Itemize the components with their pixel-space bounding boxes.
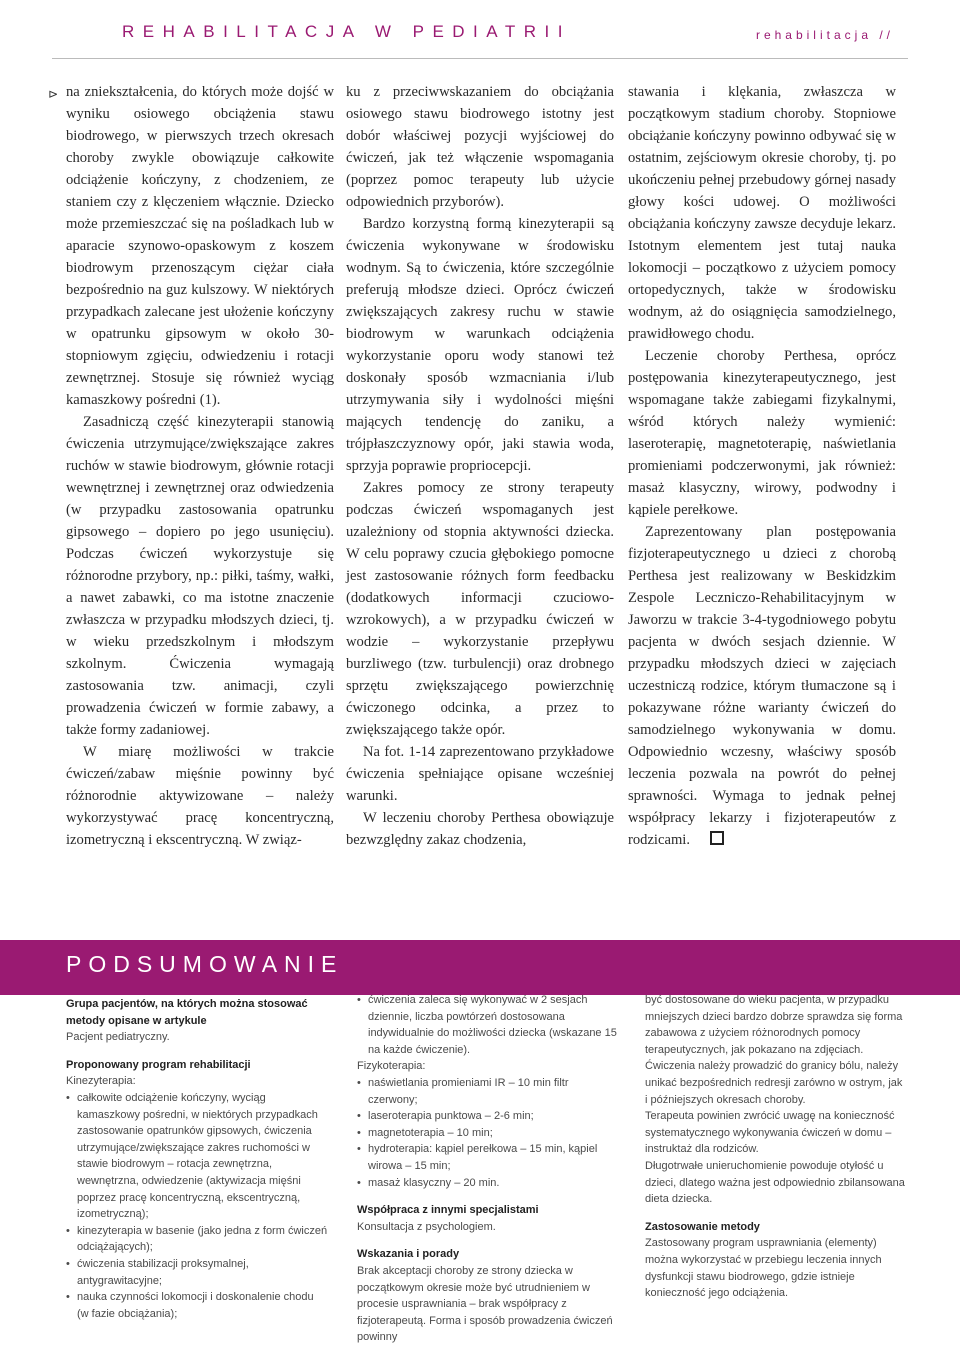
summary-heading: Grupa pacjentów, na których można stosować metody opisane w artykule: [66, 998, 308, 1027]
article-column-2: [346, 81, 614, 901]
paragraph: Bardzo korzystną formą kinezyterapii są ćwiczenia wykonywane w środowisku wodnym. Są to ćwiczenia, które szczególnie preferują młodsze dzieci. Oprócz ćwiczeń zwiększających zakresy ruchu w stawie biodrowym w warunkach odciążenia wykorzystanie oporu wody stanowi też doskonały sposób wzmacniania i/lub utrzymywania siły i wydolności mięśni mających tendencję do zaniku, a trójpłaszczyznowy opór, jaki stawia woda, sprzyja poprawie propriocepcji.: [346, 216, 614, 474]
section-header-right: rehabilitacja //: [755, 28, 894, 42]
paragraph: W miarę możliwości w trakcie ćwiczeń/zabaw mięśnie powinny być różnorodnie aktywizowane – należy wykorzystywać pracę koncentryczną, izometryczną i ekscentryczną. W związ-: [66, 744, 334, 848]
summary-list: [66, 1090, 328, 1322]
list-item: • całkowite odciążenie kończyny, wyciąg kamaszkowy pośredni, w niektórych przypadkach zastosowanie opatrunków gipsowych, ćwiczenia utrzymujące/zwiększające zakres ruchomości w stawie biodrowym – rotacja zewnętrzna, wewnętrzna, odwiedzenie (aktywizacja mięśni poprzez pracę koncentryczną, ekscentryczną, izometryczną);: [66, 1090, 328, 1223]
summary-text: Kinezyterapia:: [66, 1075, 136, 1088]
list-item: • ćwiczenia stabilizacji proksymalnej, antygrawitacyjne;: [66, 1256, 328, 1289]
summary-heading: Proponowany program rehabilitacji: [66, 1058, 251, 1071]
summary-text: być dostosowane do wieku pacjenta, w przypadku mniejszych dzieci bardzo dobrze sprawdza się forma zabawowa z użyciem różnorodnych pomocy terapeutycznych, jak pokazano na zdjęciach.: [645, 994, 903, 1056]
list-item: • nauka czynności lokomocji i doskonalenie chodu (w fazie obciążania);: [66, 1289, 328, 1322]
summary-heading: Wskazania i porady: [357, 1248, 460, 1261]
end-of-article-icon: [710, 831, 724, 845]
summary-text: Długotrwałe unieruchomienie powoduje otyłość u dzieci, dlatego ważna jest odpowiednio zbilansowana dieta dziecka.: [645, 1159, 905, 1206]
summary-text: Brak akceptacji choroby ze strony dziecka w początkowym okresie może być utrudnieniem w procesie usprawniania – brak współpracy z fizjoterapeutą. Forma i sposób prowadzenia ćwiczeń powinny: [357, 1264, 613, 1344]
paragraph: ku z przeciwwskazaniem do obciążania osiowego stawu biodrowego istotny jest dobór właściwej pozycji wyjściowej do ćwiczeń, jak też włączenie wspomagania (poprzez pomoc terapeuty lub użycie odpowiednich przyborów).: [346, 84, 614, 210]
paragraph-text: Zaprezentowany plan postępowania fizjoterapeutycznego u dzieci z chorobą Perthesa jest realizowany w Beskidzkim Zespole Leczniczo-Rehabilitacyjnym w Jaworzu w trakcie 3-4-tygodniowego pobytu pacjenta w dwóch sesjach dziennie. W przypadku młodszych dzieci w zajęciach uczestniczą rodzice, którym tłumaczone są i pokazywane różne warianty ćwiczeń do samodzielnego wykonywania w domu. Odpowiednio wczesny, właściwy sposób leczenia pozwala na powrót do pełnej sprawności. Wymaga to jednak pełnej współpracy lekarzy i fizjoterapeutów z rodzicami.: [628, 524, 896, 848]
summary-heading: Zastosowanie metody: [645, 1220, 760, 1233]
summary-text: Pacjent pediatryczny.: [66, 1031, 170, 1044]
continuation-arrow-icon: ⊳: [48, 87, 59, 101]
list-item: • hydroterapia: kąpiel perełkowa – 15 min, kąpiel wirowa – 15 min;: [357, 1141, 619, 1174]
paragraph: stawania i klękania, zwłaszcza w początkowym stadium choroby. Stopniowe obciążanie kończyny powinno odbywać się w ostatnim, zejściowym okresie choroby, tj. po ukończeniu pełnej przebudowy górnej nasady głowy kości udowej. O możliwości obciążania kończyny zawsze decyduje lekarz. Istotnym elementem jest tutaj nauka lokomocji – początkowo z użyciem pomocy ortopedycznych, także w środowisku wodnym, aż do osiągnięcia samodzielnego, prawidłowego chodu.: [628, 84, 896, 342]
summary-text: Fizykoterapia:: [357, 1060, 426, 1073]
summary-text: Ćwiczenia należy prowadzić do granicy bólu, należy unikać bezpośrednich redresji zarówno w ostrym, jak i późniejszych okresach choroby.: [645, 1060, 903, 1106]
paragraph: [628, 521, 896, 851]
summary-column-2: [357, 992, 619, 1344]
summary-column-1: [66, 992, 328, 1320]
list-item: • naświetlania promieniami IR – 10 min filtr czerwony;: [357, 1075, 619, 1108]
summary-list: [357, 1075, 619, 1191]
paragraph: Na fot. 1-14 zaprezentowano przykładowe ćwiczenia spełniające opisane wcześniej warunki.: [346, 744, 614, 804]
article-column-3: [628, 81, 896, 901]
summary-column-3: [645, 992, 907, 1307]
paragraph: Zakres pomocy ze strony terapeuty podczas ćwiczeń wspomaganych jest uzależniony od stopnia aktywności dziecka. W celu poprawy czucia głębokiego pomocne jest zastosowanie różnych form feedbacku (dodatkowych informacji czuciowo-wzrokowych), a w przypadku ćwiczeń w wodzie – wykorzystanie przepływu burzliwego (tzw. turbulencji) oraz drobnego sprzętu zwiększającego powierzchnię ćwiczonego odcinka, a przez to zwiększającego także opór.: [346, 480, 614, 738]
summary-text: Zastosowany program usprawniania (elementy) można wykorzystać w przebiegu leczenia innych dysfunkcji stawu biodrowego, gdzie istnieje konieczność jego odciążenia.: [645, 1237, 882, 1300]
summary-band: [0, 940, 960, 995]
paragraph: W leczeniu choroby Perthesa obowiązuje bezwzględny zakaz chodzenia,: [346, 810, 614, 848]
paragraph: Leczenie choroby Perthesa, oprócz postępowania kinezyterapeutycznego, jest wspomagane także zabiegami fizykalnymi, wśród których należy wymienić: laseroterapię, magnetoterapię, naświetlania promieniami podczerwonymi, jak również: masaż klasyczny, wirowy, podwodny i kąpiele perełkowe.: [628, 348, 896, 518]
summary-title: PODSUMOWANIE: [66, 951, 344, 977]
list-item: • ćwiczenia zaleca się wykonywać w 2 sesjach dziennie, liczba powtórzeń dostosowana indywidualnie do możliwości dziecka (wskazane 15 na każde ćwiczenie).: [357, 992, 619, 1058]
list-item: • kinezyterapia w basenie (jako jedna z form ćwiczeń odciążających);: [66, 1223, 328, 1256]
header-divider: [52, 58, 908, 59]
summary-text: Konsultacja z psychologiem.: [357, 1220, 496, 1233]
list-item: • magnetoterapia – 10 min;: [357, 1125, 619, 1142]
list-item: • masaż klasyczny – 20 min.: [357, 1175, 619, 1192]
summary-text: Terapeuta powinien zwrócić uwagę na konieczność systematycznego wykonywania ćwiczeń w domu – instruktaż dla rodziców.: [645, 1110, 895, 1156]
summary-heading: Współpraca z innymi specjalistami: [357, 1204, 539, 1217]
article-column-1: [66, 81, 334, 901]
list-item: • laseroterapia punktowa – 2-6 min;: [357, 1108, 619, 1125]
paragraph: na zniekształcenia, do których może dojść w wyniku osiowego obciążenia stawu biodrowego, w pierwszych trzech okresach choroby zwykle obowiązuje całkowite odciążenie kończyny, z chodzeniem, ze staniem czy z klęczeniem włącznie. Dziecko może przemieszczać się na pośladkach lub w aparacie szynowo-opaskowym z koszem biodrowym przenoszącym ciężar ciała bezpośrednio na guz kulszowy. W niektórych przypadkach zalecane jest ułożenie kończyny w opatrunku gipsowym w około 30-stopniowym zgięciu, odwiedzeniu i rotacji zewnętrznej. Stosuje się również wyciąg kamaszkowy pośredni (1).: [66, 84, 334, 408]
paragraph: Zasadniczą część kinezyterapii stanowią ćwiczenia utrzymujące/zwiększające zakres ruchów w stawie biodrowym, głównie rotacji wewnętrznej i zewnętrznej oraz odwiedzenia (w przypadku zastosowania opatrunku gipsowego – dopiero po jego usunięciu). Podczas ćwiczeń wykorzystuje się różnorodne przybory, np.: piłki, taśmy, wałki, a nawet zabawki, co ma istotne znaczenie zwłaszcza w przypadku młodszych dzieci, tj. w wieku przedszkolnym i młodszym szkolnym. Ćwiczenia wymagają zastosowania tzw. animacji, czyli prowadzenia ćwiczeń w formie zabawy, a także formy zadaniowej.: [66, 414, 334, 738]
section-header-title: REHABILITACJA W PEDIATRII: [122, 22, 571, 41]
summary-list: [357, 992, 619, 1058]
